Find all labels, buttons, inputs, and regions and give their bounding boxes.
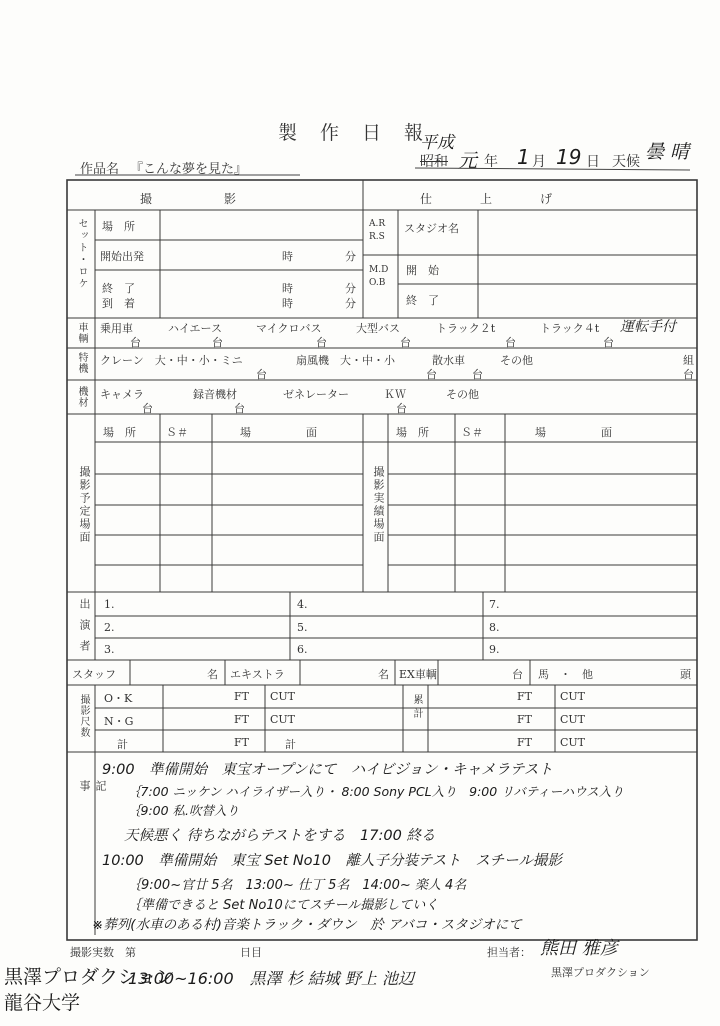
vehicle-unit-4: 台: [400, 336, 411, 349]
planned-col-place: 場 所: [103, 426, 136, 439]
schedule-note: 13:00~16:00 黒澤 杉 結城 野上 池辺: [128, 969, 414, 988]
company-name: 黒澤プロダクション: [551, 966, 650, 979]
special-unit-4: 台: [683, 368, 694, 381]
studio-label: スタジオ名: [404, 222, 459, 235]
equipment-unit-1: 台: [142, 402, 153, 415]
equipment-unit-3: 台: [396, 402, 407, 415]
md-ob-label: M.D O.B: [369, 265, 389, 288]
vehicle-truck2t: トラック２t: [436, 322, 496, 335]
extra-unit: 名: [378, 668, 389, 681]
horse-label: 馬 ・ 他: [538, 668, 593, 681]
film-cumulative-label: 累計: [411, 694, 422, 722]
staff-unit: 名: [207, 668, 218, 681]
note-line-2: ｛7:00 ニッケン ハイライザー入り・ 8:00 Sony PCL入り 9:00 リバティーハウス入り: [128, 784, 624, 799]
planned-col-s: Ｓ＃: [166, 426, 188, 439]
film-cut-4: CUT: [560, 690, 586, 703]
film-cut-1: CUT: [270, 690, 296, 703]
ar-rs-label: A.R R.S: [369, 219, 386, 242]
film-ft-5: FT: [517, 713, 532, 726]
note-line-4: 天候悪く 待ちながらテストをする 17:00 終る: [124, 828, 436, 844]
cast-6: 6.: [297, 643, 308, 656]
note-line-7: ｛準備できると Set No10にてスチール撮影していく: [128, 898, 439, 913]
planned-col-scene: 場 面: [240, 426, 317, 439]
special-unit-3: 台: [472, 368, 483, 381]
film-ft-4: FT: [517, 690, 532, 703]
cast-1: 1.: [104, 598, 115, 611]
film-ft-6: FT: [517, 736, 532, 749]
vehicles-label: 車輌: [76, 322, 87, 344]
equipment-label: 機材: [76, 386, 87, 408]
film-cut-6: CUT: [560, 736, 586, 749]
month-label: 月: [532, 154, 546, 170]
end-minute: 分: [345, 282, 356, 295]
ex-car-label: EX車輌: [399, 668, 437, 681]
special-group: 組: [683, 354, 694, 367]
staff-label: スタッフ: [72, 668, 116, 681]
era-printed: 昭和: [420, 154, 448, 170]
end-hour: 時: [282, 282, 293, 295]
place-label: 場 所: [102, 220, 135, 233]
notes-label: 記 事: [78, 780, 107, 1026]
vehicle-unit-2: 台: [212, 336, 223, 349]
film-total: 計: [117, 738, 128, 751]
film-ok: O・K: [104, 692, 133, 705]
day-label: 日: [586, 154, 600, 170]
note-line-3: ｛9:00 私.吹替入り: [128, 803, 240, 818]
actual-col-place: 場 所: [396, 426, 429, 439]
cast-5: 5.: [297, 621, 308, 634]
vehicle-truck4t: トラック４t: [540, 322, 600, 335]
film-total-2: 計: [285, 738, 296, 751]
actual-scenes-label: 撮影実績場面: [372, 466, 385, 544]
equipment-camera: キャメラ: [100, 388, 144, 401]
special-unit-1: 台: [256, 368, 267, 381]
vehicle-hand-note: 運転手付: [620, 319, 676, 335]
vehicle-microbus: マイクロバス: [256, 322, 322, 335]
arrival-hour: 時: [282, 297, 293, 310]
departure-hour: 時: [282, 250, 293, 263]
note-line-5: 10:00 準備開始 東宝 Set No10 離人子分装テスト スチール撮影: [102, 853, 562, 869]
person-name: 熊田 雅彦: [540, 938, 618, 959]
special-fan: 扇風機 大・中・小: [296, 354, 395, 367]
departure-label: 開始出発: [100, 250, 144, 263]
cast-4: 4.: [297, 598, 308, 611]
finishing-header: 仕 上 げ: [420, 192, 553, 206]
film-ft-3: FT: [234, 736, 249, 749]
planned-scenes-label: 撮影予定場面: [78, 466, 91, 544]
equipment-kw: ＫＷ: [384, 388, 406, 401]
special-crane: クレーン 大・中・小・ミニ: [100, 354, 243, 367]
equipment-generator: ゼネレーター: [283, 388, 349, 401]
cast-label: 出演者: [78, 598, 91, 661]
day-unit: 日目: [240, 946, 262, 959]
cast-8: 8.: [489, 621, 500, 634]
special-other: その他: [500, 354, 533, 367]
vehicle-unit-6: 台: [603, 336, 614, 349]
special-unit-2: 台: [426, 368, 437, 381]
month-value: 1: [517, 145, 530, 169]
cast-2: 2.: [104, 621, 115, 634]
special-water: 散水車: [432, 354, 465, 367]
vehicle-unit-5: 台: [505, 336, 516, 349]
person-label: 担当者：: [487, 946, 531, 959]
work-label: 作品名: [80, 162, 120, 177]
arrival-minute: 分: [345, 297, 356, 310]
vehicle-car: 乗用車: [100, 322, 133, 335]
note-line-8: ※葬列(水車のある村)音楽トラック・ダウン 於 アバコ・スタジオにて: [92, 917, 522, 933]
weather-label: 天候: [612, 154, 640, 170]
cast-9: 9.: [489, 643, 500, 656]
extra-label: エキストラ: [230, 668, 285, 681]
finish-label: 終 了: [406, 294, 439, 307]
special-equipment-label: 特機: [76, 352, 87, 374]
vehicle-hiace: ハイエース: [168, 322, 223, 335]
actual-col-s: Ｓ＃: [461, 426, 483, 439]
film-ft-2: FT: [234, 713, 249, 726]
cast-3: 3.: [104, 643, 115, 656]
work-name: 『こんな夢を見た』: [130, 162, 248, 177]
end-label: 終 了: [102, 282, 135, 295]
film-cut-5: CUT: [560, 713, 586, 726]
horse-unit: 頭: [680, 668, 691, 681]
vehicle-unit-3: 台: [316, 336, 327, 349]
vehicle-unit-1: 台: [130, 336, 141, 349]
film-ng: N・G: [104, 715, 134, 728]
start-label: 開 始: [406, 264, 439, 277]
departure-minute: 分: [345, 250, 356, 263]
ex-car-unit: 台: [512, 668, 523, 681]
film-label: 撮影尺数: [78, 694, 89, 738]
vehicle-bigbus: 大型バス: [356, 322, 400, 335]
weather-value: 曇 晴: [645, 141, 690, 163]
set-loc-label: セット・ロケ: [76, 218, 87, 290]
cast-7: 7.: [489, 598, 500, 611]
shooting-days-label: 撮影実数 第: [70, 946, 136, 959]
shooting-header: 撮 影: [140, 192, 237, 206]
arrival-label: 到 着: [102, 297, 135, 310]
page-title: 製 作 日 報: [278, 122, 426, 144]
watermark-line-2: 龍谷大学: [4, 992, 81, 1014]
note-line-6: ｛9:00~官廿 5名 13:00~ 仕丁 5名 14:00~ 楽人 4名: [128, 878, 467, 893]
equipment-other: その他: [446, 388, 479, 401]
film-ft-1: FT: [234, 690, 249, 703]
year-label: 年: [484, 154, 498, 170]
equipment-unit-2: 台: [234, 402, 245, 415]
film-cut-2: CUT: [270, 713, 296, 726]
day-value: 19: [556, 145, 582, 169]
actual-col-scene: 場 面: [535, 426, 612, 439]
note-line-1: 9:00 準備開始 東宝オープンにて ハイビジョン・キャメラテスト: [102, 762, 553, 778]
watermark-line-1: 黒澤プロダクション: [4, 966, 175, 988]
era-correction: 平成: [420, 133, 454, 153]
year-value: 元: [458, 150, 478, 172]
equipment-sound: 録音機材: [193, 388, 237, 401]
